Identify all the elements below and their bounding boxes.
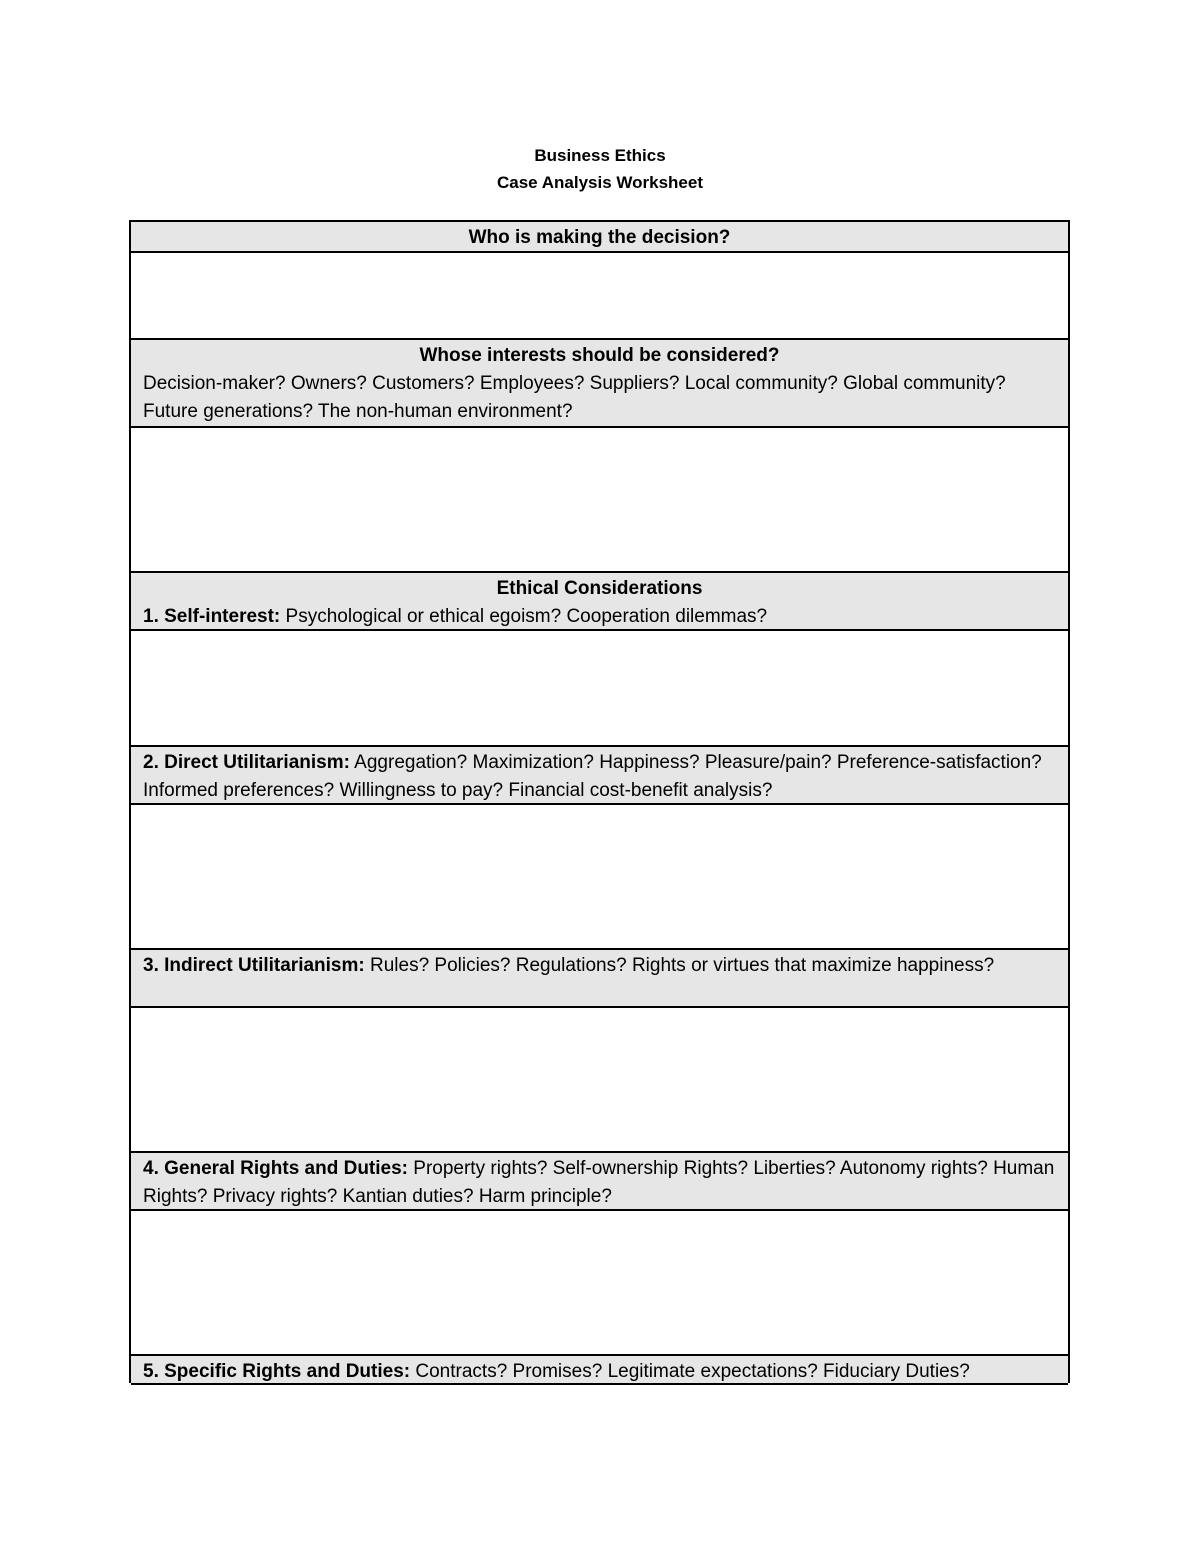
interests-answer-box[interactable] <box>131 428 1068 573</box>
specific-rights-prompt: Contracts? Promises? Legitimate expectations? Fiduciary Duties? <box>410 1361 970 1382</box>
decision-maker-answer-box[interactable] <box>131 253 1068 340</box>
interests-header <box>131 340 1068 428</box>
direct-utilitarianism-answer-box[interactable] <box>131 805 1068 950</box>
general-rights-answer-box[interactable] <box>131 1211 1068 1356</box>
ethical-considerations-heading: Ethical Considerations <box>496 578 703 599</box>
document-subtitle: Case Analysis Worksheet <box>497 173 703 192</box>
document-title: Business Ethics <box>534 146 666 165</box>
self-interest-label: 1. Self-interest: <box>143 606 281 627</box>
general-rights-label: 4. General Rights and Duties: <box>143 1158 408 1179</box>
decision-maker-heading: Who is making the decision? <box>468 227 731 248</box>
self-interest-answer-box[interactable] <box>131 631 1068 747</box>
direct-utilitarianism-prompt: Aggregation? Maximization? Happiness? Pleasure/pain? Preference-satisfaction? Informed preferences? Willingness to pay? Financial cost-benefit analysis? <box>143 752 1042 801</box>
self-interest-header <box>131 573 1068 631</box>
decision-maker-header <box>131 222 1068 253</box>
general-rights-header <box>131 1153 1068 1211</box>
self-interest-prompt: Psychological or ethical egoism? Cooperation dilemmas? <box>280 606 768 627</box>
indirect-utilitarianism-answer-box[interactable] <box>131 1008 1068 1153</box>
interests-prompt: Decision-maker? Owners? Customers? Employees? Suppliers? Local community? Global community? Future generations? The non-human environment? <box>143 373 1006 422</box>
direct-utilitarianism-label: 2. Direct Utilitarianism: <box>143 752 350 773</box>
interests-heading: Whose interests should be considered? <box>419 345 780 366</box>
specific-rights-label: 5. Specific Rights and Duties: <box>143 1361 411 1382</box>
indirect-utilitarianism-prompt: Rules? Policies? Regulations? Rights or virtues that maximize happiness? <box>364 955 995 976</box>
direct-utilitarianism-header <box>131 747 1068 805</box>
indirect-utilitarianism-header <box>131 950 1068 1008</box>
worksheet-table <box>129 220 1070 1383</box>
indirect-utilitarianism-label: 3. Indirect Utilitarianism: <box>143 955 365 976</box>
general-rights-prompt: Property rights? Self-ownership Rights? Liberties? Autonomy rights? Human Rights? Privacy rights? Kantian duties? Harm principle? <box>143 1158 1055 1207</box>
specific-rights-header <box>131 1356 1068 1385</box>
